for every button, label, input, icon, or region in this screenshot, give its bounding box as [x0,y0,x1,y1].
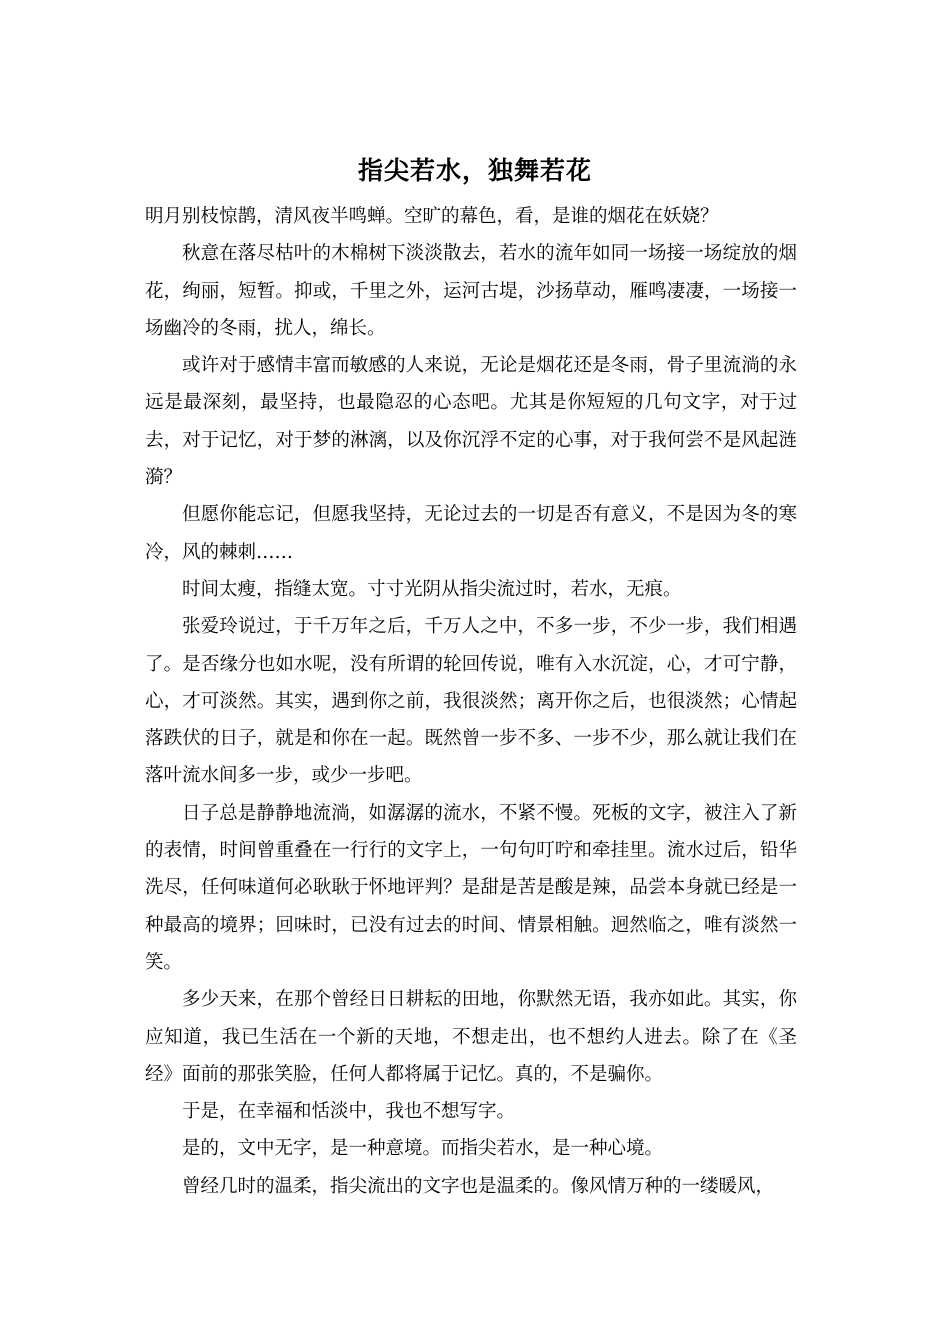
page-title: 指尖若水，独舞若花 [357,156,592,185]
paragraph-3: 或许对于感情丰富而敏感的人来说，无论是烟花还是冬雨，骨子里流淌的永远是最深刻，最坚持，也最隐忍的心态吧。尤其是你短短的几句文字，对于过去，对于记忆，对于梦的淋漓，以及你沉浮不定的心事，对于我何尝不是风起涟漪？ [145,355,797,489]
paragraph-4: 但愿你能忘记，但愿我坚持，无论过去的一切是否有意义，不是因为冬的寒冷，风的棘刺…… [145,504,797,563]
paragraph-9: 于是，在幸福和恬淡中，我也不想写字。 [182,1101,516,1123]
article-body [145,198,797,1205]
paragraph-8: 多少天来，在那个曾经日日耕耘的田地，你默然无语，我亦如此。其实，你应知道，我已生活在一个新的天地，不想走出，也不想约人进去。除了在《圣经》面前的那张笑脸，任何人都将属于记忆。真的，不是骗你。 [145,989,797,1085]
paragraph-5: 时间太瘦，指缝太宽。寸寸光阴从指尖流过时，若水，无痕。 [182,578,682,600]
paragraph-2: 秋意在落尽枯叶的木棉树下淡淡散去，若水的流年如同一场接一场绽放的烟花，绚丽，短暂。抑或，千里之外，运河古堤，沙扬草动，雁鸣凄凄，一场接一场幽冷的冬雨，扰人，绵长。 [145,243,797,339]
paragraph-6: 张爱玲说过，于千万年之后，千万人之中，不多一步，不少一步，我们相遇了。是否缘分也如水呢，没有所谓的轮回传说，唯有入水沉淀，心，才可宁静，心，才可淡然。其实，遇到你之前，我很淡然；离开你之后，也很淡然；心情起落跌伏的日子，就是和你在一起。既然曾一步不多、一步不少，那么就让我们在落叶流水间多一步，或少一步吧。 [145,616,797,787]
paragraph-1: 明月别枝惊鹊，清风夜半鸣蝉。空旷的幕色，看，是谁的烟花在妖娆？ [145,206,719,227]
paragraph-7: 日子总是静静地流淌，如潺潺的流水，不紧不慢。死板的文字，被注入了新的表情，时间曾重叠在一行行的文字上，一句句叮咛和牵挂里。流水过后，铅华洗尽，任何味道何必耿耿于怀地评判？是甜是苦是酸是辣，品尝本身就已经是一种最高的境界；回味时，已没有过去的时间、情景相触。迥然临之，唯有淡然一笑。 [145,802,797,973]
paragraph-11: 曾经几时的温柔，指尖流出的文字也是温柔的。像风情万种的一缕暖风， [182,1175,775,1197]
paragraph-10: 是的，文中无字，是一种意境。而指尖若水，是一种心境。 [182,1138,664,1160]
